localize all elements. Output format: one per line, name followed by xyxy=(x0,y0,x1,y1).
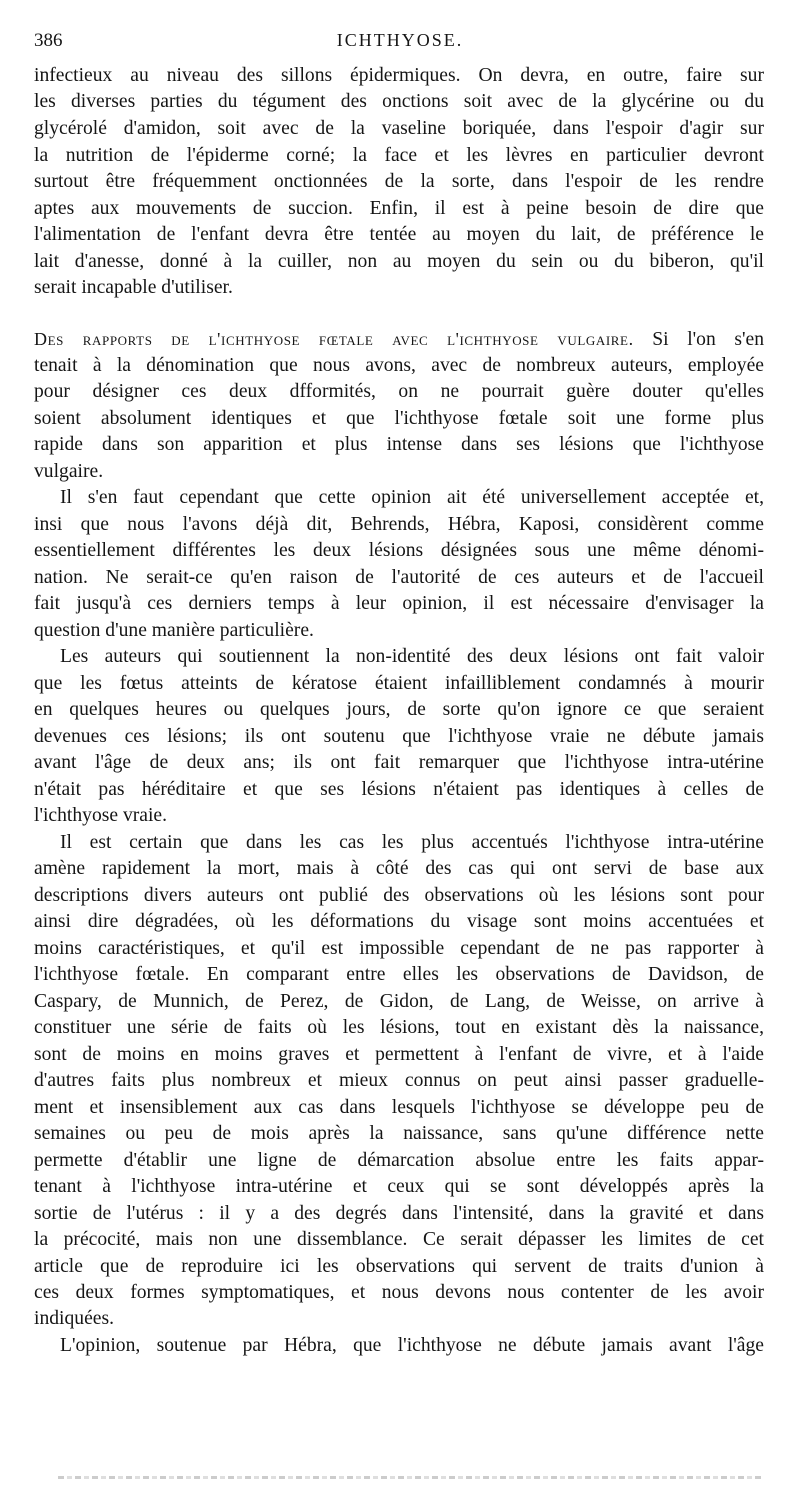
text-line: nation. Ne serait-ce qu'en raison de l'autorité de ces auteurs et de l'accueil xyxy=(34,567,764,588)
text-line: d'autres faits plus nombreux et mieux connus on peut ainsi passer graduelle- xyxy=(34,1070,764,1091)
text-line: l'ichthyose vraie. xyxy=(34,805,168,826)
text-line: tenait à la dénomination que nous avons, avec de nombreux auteurs, employée xyxy=(34,355,764,376)
text-line: la nutrition de l'épiderme corné; la face et les lèvres en particulier devront xyxy=(34,145,764,166)
text-line: constituer une série de faits où les lésions, tout en existant dès la naissance, xyxy=(34,1017,764,1038)
text-line: amène rapidement la mort, mais à côté des cas qui ont servi de base aux xyxy=(34,858,764,879)
page-number: 386 xyxy=(34,30,63,51)
text-line: n'était pas héréditaire et que ses lésions n'étaient pas identiques à celles de xyxy=(34,779,764,800)
text-line: vulgaire. xyxy=(34,461,104,482)
text-line: ment et insensiblement aux cas dans lesquels l'ichthyose se développe peu de xyxy=(34,1097,764,1118)
text-line: L'opinion, soutenue par Hébra, que l'ichthyose ne débute jamais avant l'âge xyxy=(60,1335,764,1356)
text-line: glycérolé d'amidon, soit avec de la vaseline boriquée, dans l'espoir d'agir sur xyxy=(34,118,764,139)
text-line: indiquées. xyxy=(34,1308,114,1329)
text-line: l'ichthyose fœtale. En comparant entre elles les observations de Davidson, de xyxy=(34,964,764,985)
text-line: serait incapable d'utiliser. xyxy=(34,277,233,298)
text-line: essentiellement différentes les deux lésions désignées sous une même dénomi- xyxy=(34,540,764,561)
text-line: aptes aux mouvements de succion. Enfin, il est à peine besoin de dire que xyxy=(34,198,764,219)
text-line: en quelques heures ou quelques jours, de sorte qu'on ignore ce que seraient xyxy=(34,699,764,720)
text-line: tenant à l'ichthyose intra-utérine et ceux qui se sont développés après la xyxy=(34,1176,764,1197)
text-line: Il s'en faut cependant que cette opinion ait été universellement acceptée et, xyxy=(60,487,764,508)
text-line: avant l'âge de deux ans; ils ont fait remarquer que l'ichthyose intra-utérine xyxy=(34,752,764,773)
text-line: infectieux au niveau des sillons épidermiques. On devra, en outre, faire sur xyxy=(34,65,764,86)
text-line: ces deux formes symptomatiques, et nous devons nous contenter de les avoir xyxy=(34,1282,764,1303)
text-line: sortie de l'utérus : il y a des degrés dans l'intensité, dans la gravité et dans xyxy=(34,1203,764,1224)
text-line: sont de moins en moins graves et permettent à l'enfant de vivre, et à l'aide xyxy=(34,1044,764,1065)
text-line: insi que nous l'avons déjà dit, Behrends, Hébra, Kaposi, considèrent comme xyxy=(34,514,764,535)
text-line: la précocité, mais non une dissemblance. Ce serait dépasser les limites de cet xyxy=(34,1229,764,1250)
text-line: permette d'établir une ligne de démarcation absolue entre les faits appar- xyxy=(34,1150,764,1171)
text-line: soient absolument identiques et que l'ichthyose fœtale soit une forme plus xyxy=(34,408,764,429)
section-heading-line xyxy=(34,326,764,352)
text-line: fait jusqu'à ces derniers temps à leur opinion, il est nécessaire d'envisager la xyxy=(34,593,764,614)
text-line: surtout être fréquemment onctionnées de la sorte, dans l'espoir de les rendre xyxy=(34,171,764,192)
text-line: moins caractéristiques, et qu'il est impossible cependant de ne pas rapporter à xyxy=(34,938,764,959)
running-head xyxy=(34,30,766,58)
text-line: article que de reproduire ici les observations qui servent de traits d'union à xyxy=(34,1256,764,1277)
bleed-through-artifact xyxy=(58,1476,764,1479)
text-line: que les fœtus atteints de kératose étaient infailliblement condamnés à mourir xyxy=(34,673,764,694)
text-line: Caspary, de Munnich, de Perez, de Gidon, de Lang, de Weisse, on arrive à xyxy=(34,991,764,1012)
text-line: pour désigner ces deux dfformités, on ne pourrait guère douter qu'elles xyxy=(34,381,764,402)
text-line: les diverses parties du tégument des onctions soit avec de la glycérine ou du xyxy=(34,91,764,112)
text-line: Il est certain que dans les cas les plus accentués l'ichthyose intra-utérine xyxy=(60,832,764,853)
text-line: l'alimentation de l'enfant devra être tentée au moyen du lait, de préférence le xyxy=(34,224,764,245)
text-line: Les auteurs qui soutiennent la non-identité des deux lésions ont fait valoir xyxy=(60,646,764,667)
text-line: lait d'anesse, donné à la cuiller, non au moyen du sein ou du biberon, qu'il xyxy=(34,251,764,272)
section-heading: Des rapports de l'ichthyose fœtale avec l'ichthyose vulgaire. xyxy=(34,329,634,349)
text-line: descriptions divers auteurs ont publié des observations où les lésions sont pour xyxy=(34,885,764,906)
text-run: Si l'on s'en xyxy=(652,329,764,350)
text-line: devenues ces lésions; ils ont soutenu que l'ichthyose vraie ne débute jamais xyxy=(34,726,764,747)
text-line: rapide dans son apparition et plus intense dans ses lésions que l'ichthyose xyxy=(34,434,764,455)
text-line: question d'une manière particulière. xyxy=(34,620,314,641)
text-line: ainsi dire dégradées, où les déformations du visage sont moins accentuées et xyxy=(34,911,764,932)
text-line: semaines ou peu de mois après la naissance, sans qu'une différence nette xyxy=(34,1123,764,1144)
running-title: ICHTHYOSE. xyxy=(336,30,464,50)
